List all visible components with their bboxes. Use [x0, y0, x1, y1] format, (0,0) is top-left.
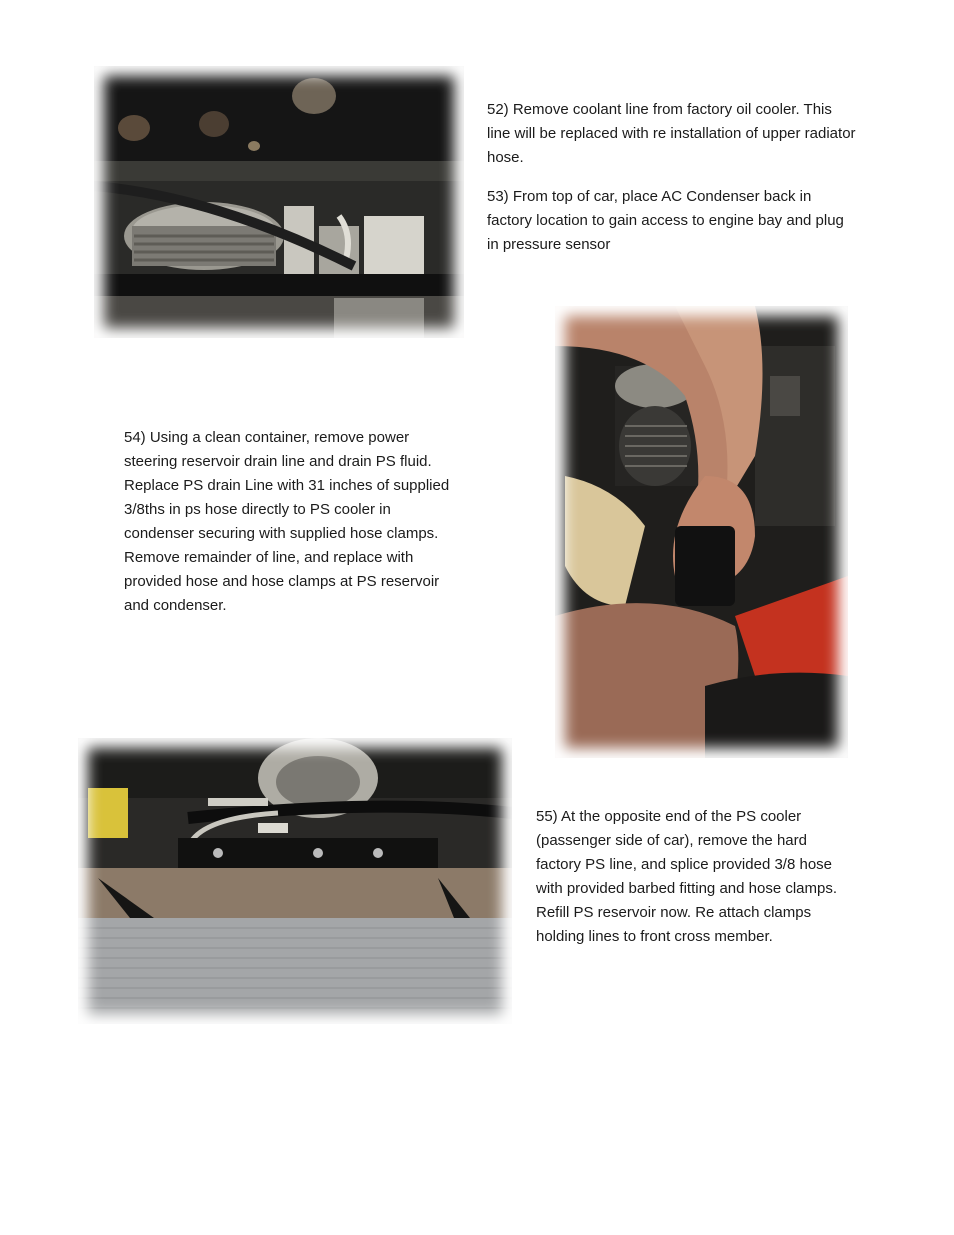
hand-in-engine-bay-photo-image — [555, 306, 848, 758]
engine-bay-oil-cooler-photo-image — [94, 66, 464, 338]
step-53-text: 53) From top of car, place AC Condenser back in factory location to gain access to engine bay and plug in pressure sensor — [487, 188, 844, 253]
steps-52-53-text — [487, 98, 859, 272]
step-54-block — [124, 426, 454, 633]
engine-bay-oil-cooler-photo — [94, 66, 464, 338]
step-52-text: 52) Remove coolant line from factory oil cooler. This line will be replaced with re installation of upper radiator hose. — [487, 101, 856, 166]
step-54-text: 54) Using a clean container, remove power steering reservoir drain line and drain PS fluid. Replace PS drain Line with 31 inches of supplied 3/8ths in ps hose directly to PS cooler in condenser securing with supplied hose clamps. Remove remainder of line, and replace with provided hose and hose clamps at PS reservoir and condenser. — [124, 429, 450, 614]
ps-cooler-lines-photo-image — [78, 738, 512, 1024]
step-55-text: 55) At the opposite end of the PS cooler (passenger side of car), remove the hard factory PS line, and splice provided 3/8 hose with provided barbed fitting and hose clamps. Refill PS reservoir now. Re attach clamps holding lines to front cross member. — [536, 808, 838, 945]
step-55-block — [536, 805, 854, 964]
ps-cooler-lines-photo — [78, 738, 512, 1024]
hand-in-engine-bay-photo — [555, 306, 848, 758]
